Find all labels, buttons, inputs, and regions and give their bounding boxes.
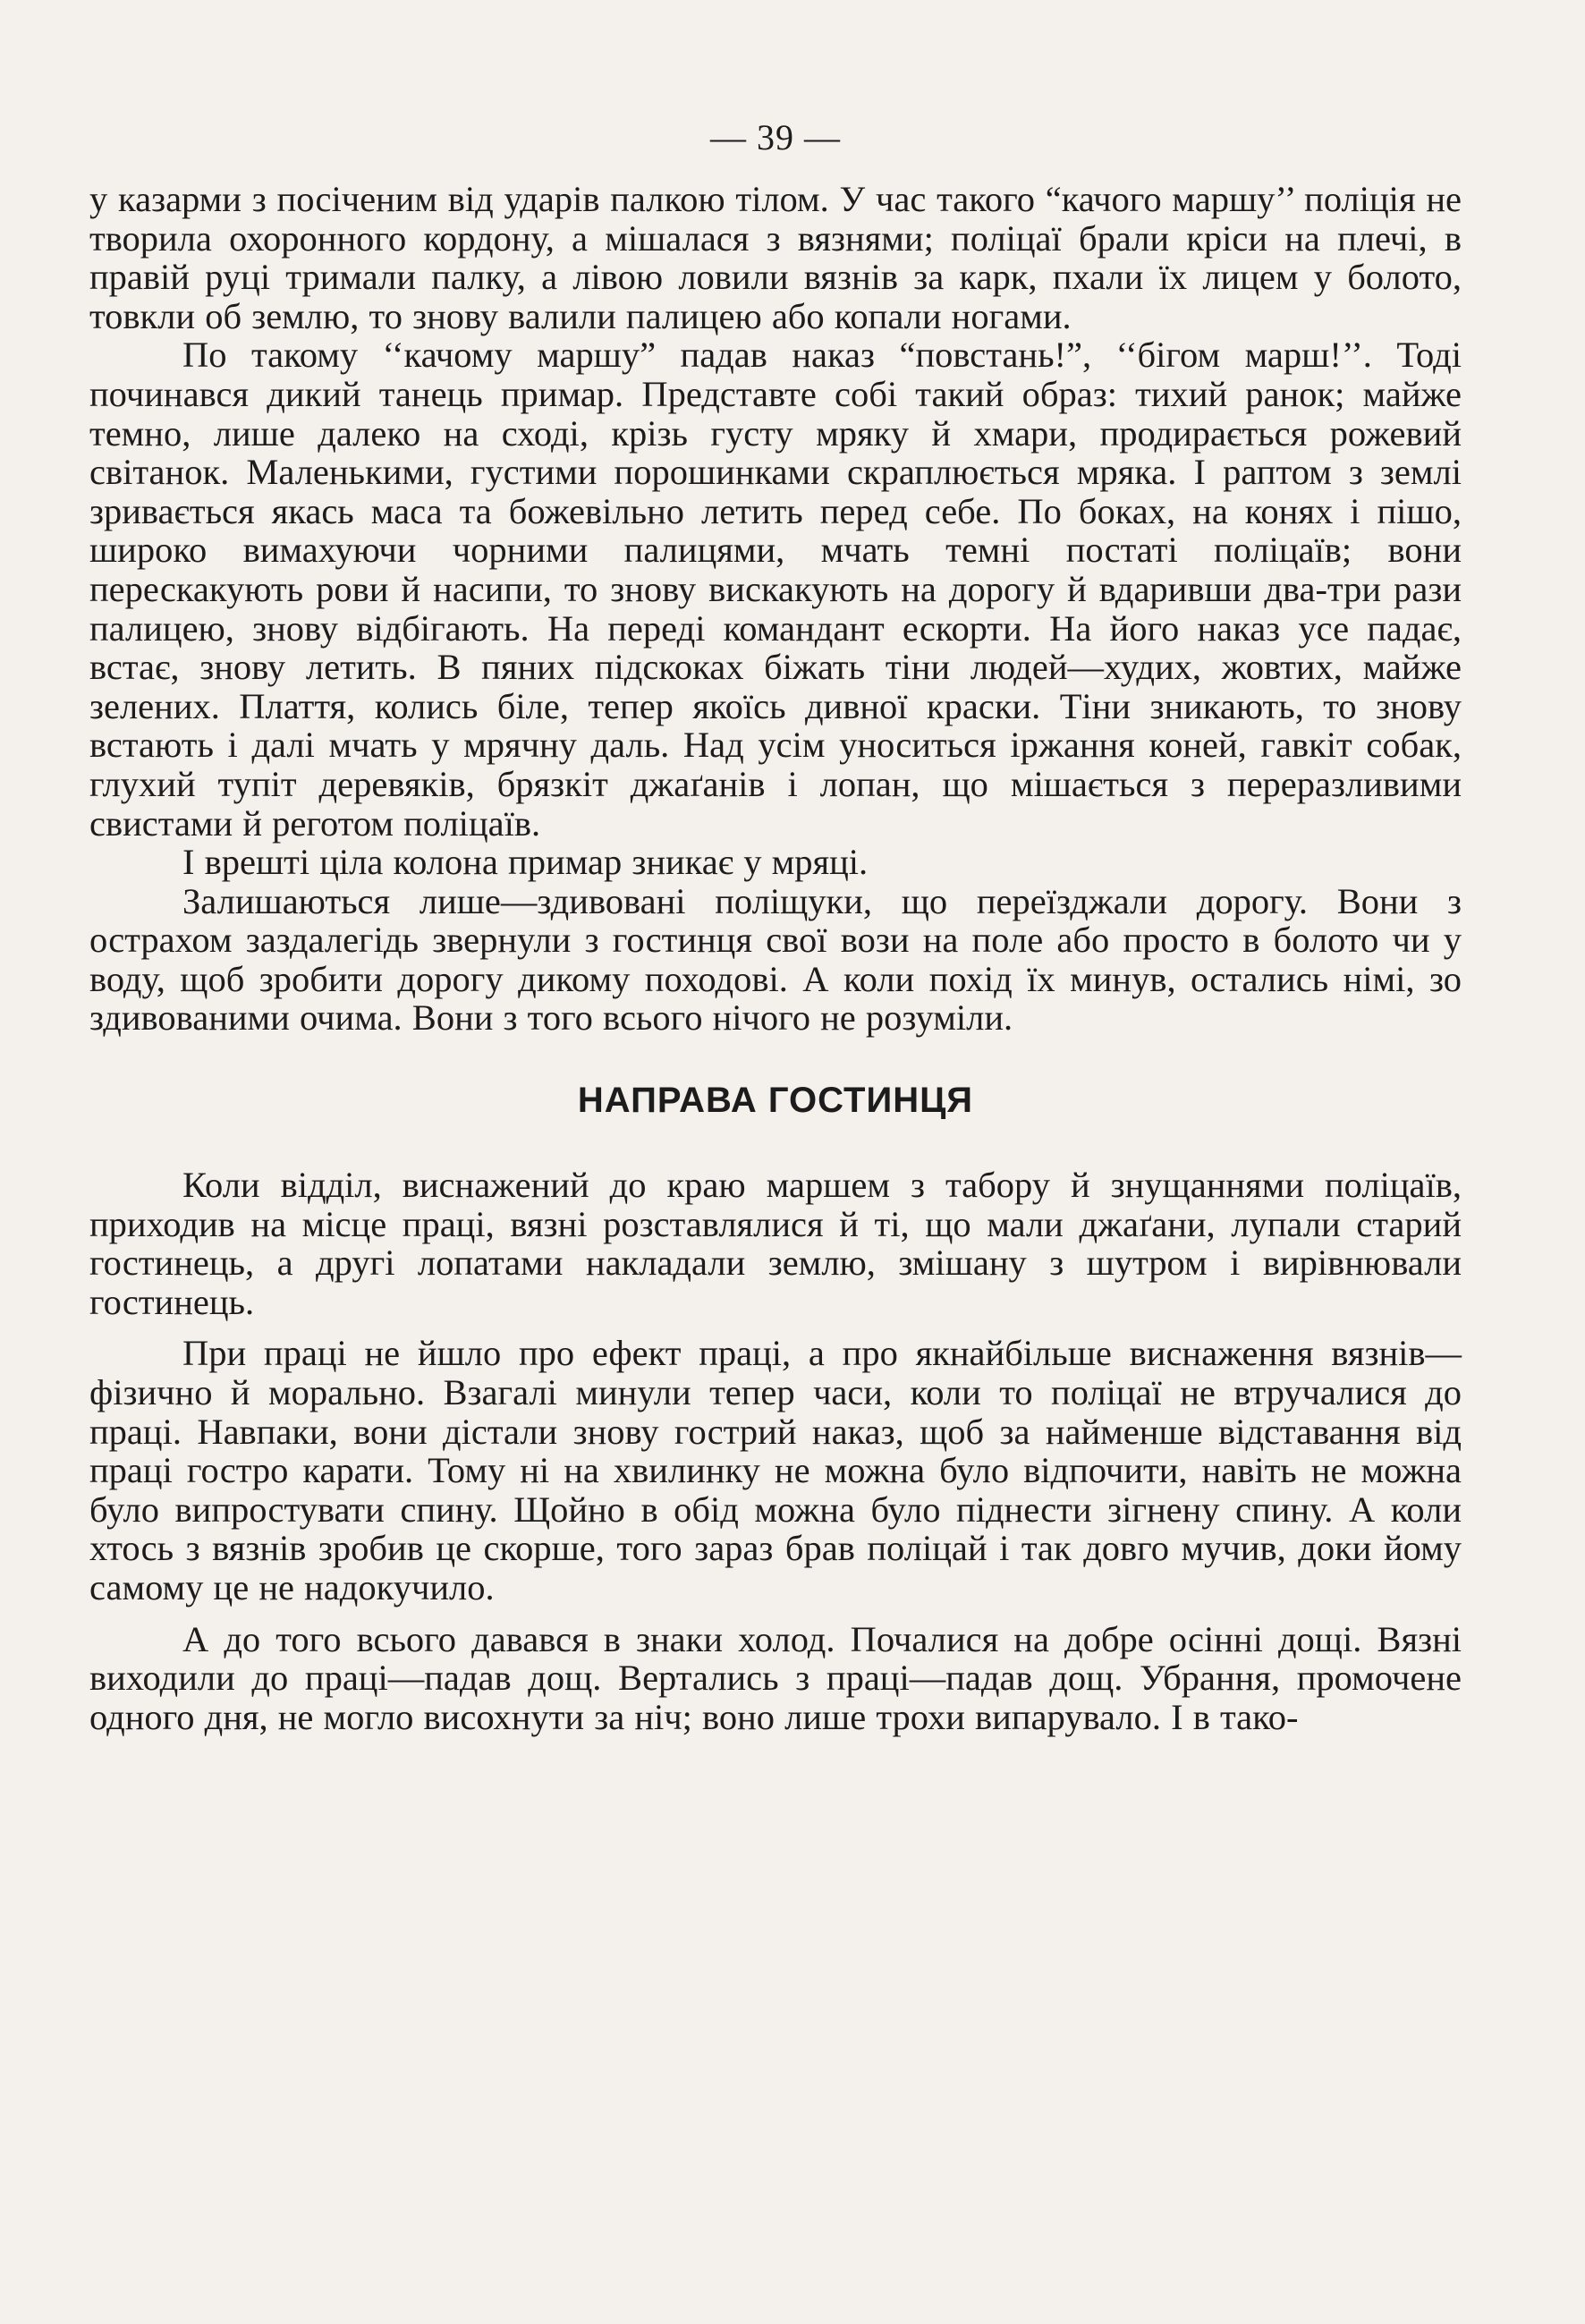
paragraph-2: По такому ‘‘качому маршу” падав наказ “повстань!”, ‘‘бігом марш!’’. Тоді починався дикий танець примар. Представте собі такий образ: тихий ранок; майже темно, лише далеко на сході, крізь густу мряку й хмари, продирається рожевий світанок. Маленькими, густими порошинками скраплюється мряка. І раптом з землі зривається якась маса та божевільно летить перед себе. По боках, на конях і пішо, широко вимахуючи чорними палицями, мчать темні постаті поліцаїв; вони перескакують рови й насипи, то знову вискакують на дорогу й вдаривши два-три рази палицею, знову відбігають. На переді командант ескорти. На його наказ усе падає, встає, знову летить. В пяних підскоках біжать тіни людей—худих, жовтих, майже зелених. Плаття, колись біле, тепер якоїсь дивної краски. Тіни зникають, то знову встають і далі мчать у мрячну даль. Над усім уноситься іржання коней, гавкіт собак, глухий тупіт деревяків, брязкіт джаґанів і лопан, що мішається з переразливими свистами й реготом поліцаїв. <box>89 335 1462 844</box>
paragraph-4: Залишаються лише—здивовані поліщуки, що переїзджали дорогу. Вони з острахом заздалегідь звернули з гостинця свої вози на поле або просто в болото чи у воду, щоб зробити дорогу дикому походові. А коли похід їх минув, остались німі, зо здивованими очима. Вони з того всього нічого не розуміли. <box>89 880 1462 1039</box>
paragraph-3: І врешті ціла колона примар зникає у мряці. <box>182 842 869 883</box>
paragraph-5: Коли відділ, виснажений до краю маршем з табору й знущаннями поліцаїв, приходив на місце праці, вязні розставлялися й ті, що мали джаґани, лупали старий гостинець, а другі лопатами накладали землю, змішану з шутром і вирівнювали гостинець. <box>89 1165 1462 1322</box>
page-number: — 39 — <box>710 117 841 157</box>
paragraph-1: у казарми з посіченим від ударів палкою тілом. У час такого “качого маршу’’ поліція не творила охоронного кордону, а мішалася з вязнями; поліцаї брали кріси на плечі, в правій руці тримали палку, а лівою ловили вязнів за карк, пхали їх лицем у болото, товкли об землю, то знову валили палицею або копали ногами. <box>89 179 1462 336</box>
paragraph-6: При праці не йшло про ефект праці, а про якнайбільше виснаження вязнів—фізично й морально. Взагалі минули тепер часи, коли то поліцаї не втручалися до праці. Навпаки, вони дістали знову гострий наказ, щоб за найменше відставання від праці гостро карати. Тому ні на хвилинку не можна було відпочити, навіть не можна було випростувати спину. Щойно в обід можна було піднести зігнену спину. А коли хтось з вязнів зробив це скорше, того зараз брав поліцай і так довго мучив, доки йому самому це не надокучило. <box>89 1333 1462 1607</box>
section-title: НАПРАВА ГОСТИНЦЯ <box>577 1081 974 1121</box>
paragraph-7: А до того всього давався в знаки холод. Почалися на добре осінні дощі. Вязні виходили до праці—падав дощ. Вертались з праці—падав дощ. Убрання, промочене одного дня, не могло висохнути за ніч; воно лише трохи випарувало. І в тако- <box>89 1618 1462 1737</box>
